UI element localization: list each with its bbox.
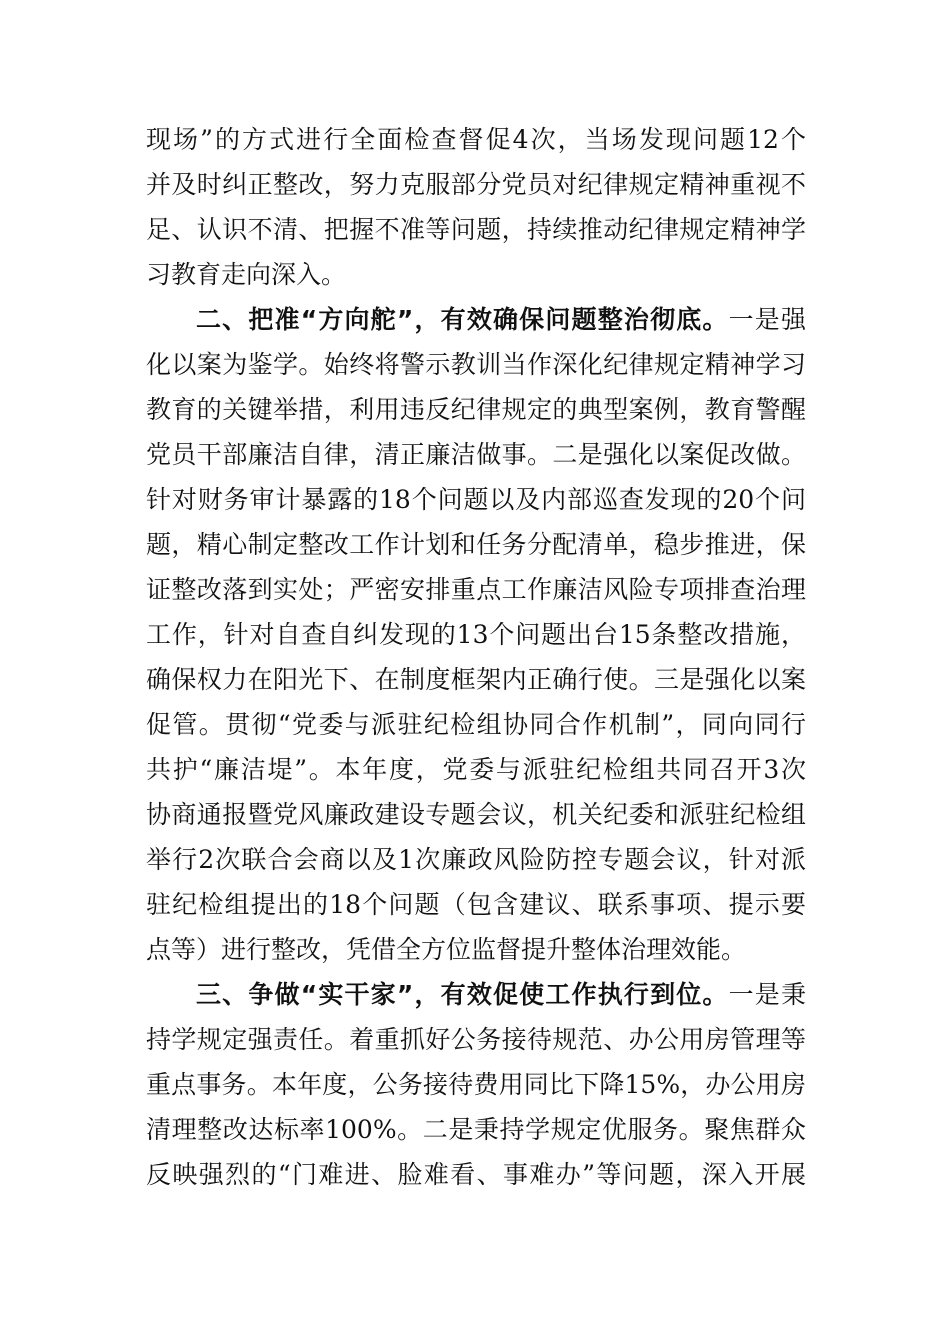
section-2-heading: 二、把准“方向舵”，有效确保问题整治彻底。 <box>196 305 729 334</box>
paragraph-2-line-3: 教育的关键举措，利用违反纪律规定的典型案例，教育警醒 <box>146 395 806 424</box>
paragraph-3-line-5: 反映强烈的“门难进、脸难看、事难办”等问题，深入开展 <box>146 1160 806 1189</box>
paragraph-2-line-8: 工作，针对自查自纠发现的13个问题出台15条整改措施， <box>146 620 806 649</box>
paragraph-1-line-2: 并及时纠正整改，努力克服部分党员对纪律规定精神重视不 <box>146 170 806 199</box>
paragraph-2-line-6: 题，精心制定整改工作计划和任务分配清单，稳步推进，保 <box>146 530 806 559</box>
paragraph-2-first-line <box>196 297 806 342</box>
paragraph-1-line-4: 习教育走向深入。 <box>146 260 347 289</box>
paragraph-2-line-11: 共护“廉洁堤”。本年度，党委与派驻纪检组共同召开3次 <box>146 755 806 784</box>
paragraph-2-line-15: 点等）进行整改，凭借全方位监督提升整体治理效能。 <box>146 935 747 964</box>
paragraph-2-line-10: 促管。贯彻“党委与派驻纪检组协同合作机制”，同向同行 <box>146 710 806 739</box>
paragraph-2-line-9: 确保权力在阳光下、在制度框架内正确行使。三是强化以案 <box>146 665 806 694</box>
paragraph-3-line-3: 重点事务。本年度，公务接待费用同比下降15%，办公用房 <box>146 1070 806 1099</box>
paragraph-3-line-2: 持学规定强责任。着重抓好公务接待规范、办公用房管理等 <box>146 1025 806 1054</box>
paragraph-1-line-1: 现场”的方式进行全面检查督促4次，当场发现问题12个 <box>146 125 806 154</box>
paragraph-2-line-13: 举行2次联合会商以及1次廉政风险防控专题会议，针对派 <box>146 845 806 874</box>
section-3-heading: 三、争做“实干家”，有效促使工作执行到位。 <box>196 980 729 1009</box>
paragraph-1-line-3: 足、认识不清、把握不准等问题，持续推动纪律规定精神学 <box>146 215 806 244</box>
paragraph-2-first-line-rest: 一是强 <box>728 305 806 334</box>
paragraph-2-line-7: 证整改落到实处；严密安排重点工作廉洁风险专项排查治理 <box>146 575 806 604</box>
paragraph-2-line-2: 化以案为鉴学。始终将警示教训当作深化纪律规定精神学习 <box>146 350 806 379</box>
paragraph-2-line-12: 协商通报暨党风廉政建设专题会议，机关纪委和派驻纪检组 <box>146 800 806 829</box>
paragraph-3-line-4: 清理整改达标率100%。二是秉持学规定优服务。聚焦群众 <box>146 1115 806 1144</box>
paragraph-3-first-line <box>196 972 806 1017</box>
paragraph-2-line-4: 党员干部廉洁自律，清正廉洁做事。二是强化以案促改做。 <box>146 440 806 469</box>
paragraph-2-line-14: 驻纪检组提出的18个问题（包含建议、联系事项、提示要 <box>146 890 806 919</box>
paragraph-3-first-line-rest: 一是秉 <box>728 980 806 1009</box>
paragraph-2-line-5: 针对财务审计暴露的18个问题以及内部巡查发现的20个问 <box>146 485 806 514</box>
